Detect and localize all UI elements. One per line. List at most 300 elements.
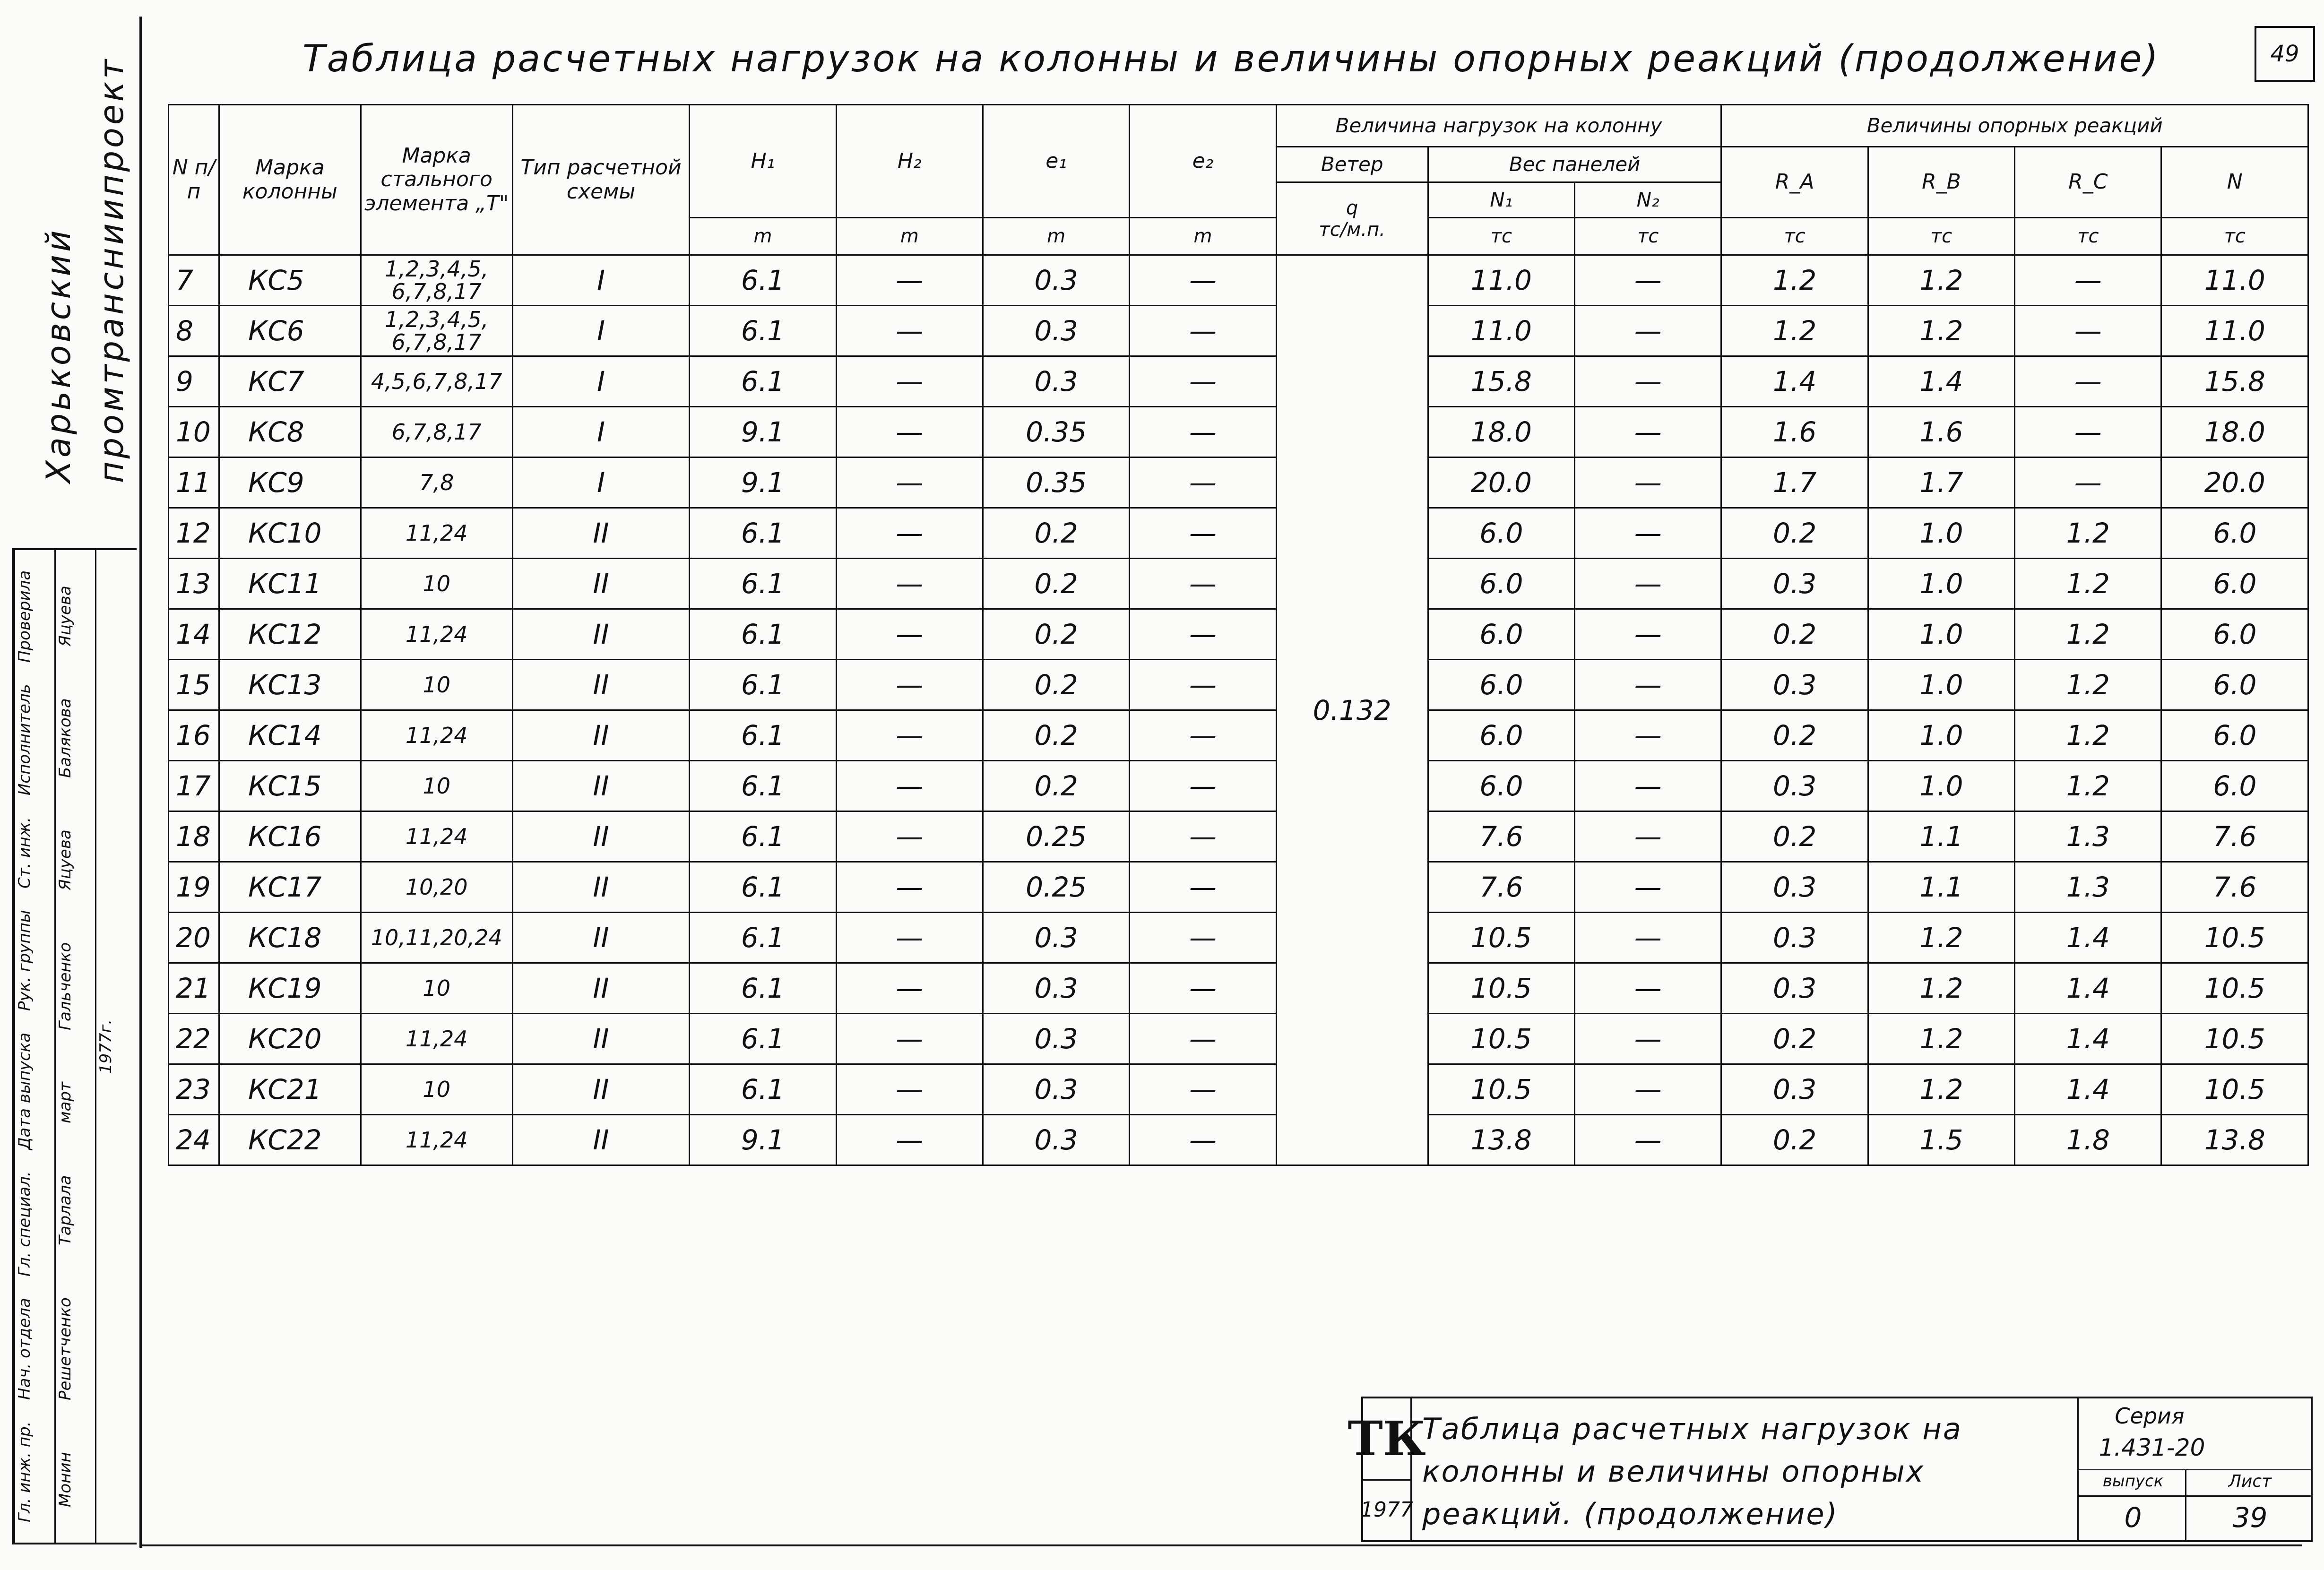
ra-value: 0.3 bbox=[1721, 559, 1868, 609]
h1-value: 6.1 bbox=[690, 710, 836, 761]
e2-value: — bbox=[1130, 710, 1276, 761]
e1-value: 0.3 bbox=[983, 356, 1129, 407]
n1-value: 6.0 bbox=[1428, 559, 1574, 609]
n-value: 6.0 bbox=[2161, 508, 2308, 559]
scheme-type: I bbox=[512, 457, 690, 508]
rb-value: 1.0 bbox=[1868, 508, 2014, 559]
h1-value: 6.1 bbox=[690, 761, 836, 811]
row-number: 20 bbox=[169, 913, 219, 963]
stamp-title: Таблица расчетных нагрузок на колонны и величины опорных реакций. (продолжение) bbox=[1422, 1412, 1962, 1531]
scheme-type: II bbox=[512, 913, 690, 963]
column-mark: КС20 bbox=[219, 1014, 361, 1064]
header-e2: e₂ bbox=[1130, 105, 1276, 218]
rb-value: 1.5 bbox=[1868, 1115, 2014, 1165]
rb-value: 1.6 bbox=[1868, 407, 2014, 457]
signature-table bbox=[12, 548, 137, 1544]
n-value: 11.0 bbox=[2161, 255, 2308, 306]
signature-cell: Гл. инж. пр. bbox=[15, 1421, 34, 1523]
rb-value: 1.2 bbox=[1868, 913, 2014, 963]
row-number: 24 bbox=[169, 1115, 219, 1165]
n-value: 20.0 bbox=[2161, 457, 2308, 508]
column-mark: КС22 bbox=[219, 1115, 361, 1165]
e2-value: — bbox=[1130, 356, 1276, 407]
table-row bbox=[169, 1115, 2308, 1165]
n-value: 6.0 bbox=[2161, 761, 2308, 811]
n-value: 11.0 bbox=[2161, 306, 2308, 356]
signature-cell: Нач. отдела bbox=[15, 1298, 34, 1400]
n1-value: 15.8 bbox=[1428, 356, 1574, 407]
column-mark: КС18 bbox=[219, 913, 361, 963]
table-row bbox=[169, 913, 2308, 963]
h2-value: — bbox=[836, 508, 983, 559]
row-number: 14 bbox=[169, 609, 219, 660]
e2-value: — bbox=[1130, 407, 1276, 457]
e2-value: — bbox=[1130, 1064, 1276, 1115]
e1-value: 0.25 bbox=[983, 811, 1129, 862]
h1-value: 6.1 bbox=[690, 559, 836, 609]
scheme-type: II bbox=[512, 508, 690, 559]
e1-value: 0.3 bbox=[983, 913, 1129, 963]
row-number: 11 bbox=[169, 457, 219, 508]
header-mark: Марка колонны bbox=[219, 105, 361, 255]
header-element: Марка стального элемента „Т" bbox=[361, 105, 512, 255]
sheet-value: 39 bbox=[2232, 1501, 2268, 1534]
element-mark: 10,20 bbox=[361, 862, 512, 913]
n2-value: — bbox=[1575, 1115, 1721, 1165]
h1-value: 6.1 bbox=[690, 255, 836, 306]
n2-value: — bbox=[1575, 508, 1721, 559]
table-row bbox=[169, 609, 2308, 660]
header-e1: e₁ bbox=[983, 105, 1129, 218]
column-mark: КС10 bbox=[219, 508, 361, 559]
scheme-type: II bbox=[512, 1115, 690, 1165]
h1-value: 6.1 bbox=[690, 913, 836, 963]
e2-value: — bbox=[1130, 306, 1276, 356]
n-value: 6.0 bbox=[2161, 660, 2308, 710]
n1-value: 10.5 bbox=[1428, 913, 1574, 963]
n-value: 7.6 bbox=[2161, 811, 2308, 862]
n1-value: 18.0 bbox=[1428, 407, 1574, 457]
n1-value: 7.6 bbox=[1428, 811, 1574, 862]
h2-value: — bbox=[836, 457, 983, 508]
rc-value: 1.2 bbox=[2015, 559, 2161, 609]
element-mark: 10 bbox=[361, 1064, 512, 1115]
e1-value: 0.35 bbox=[983, 457, 1129, 508]
header-load-group: Величина нагрузок на колонну bbox=[1276, 105, 1721, 147]
rc-value: — bbox=[2015, 457, 2161, 508]
ra-value: 0.2 bbox=[1721, 1115, 1868, 1165]
column-mark: КС17 bbox=[219, 862, 361, 913]
organization-block bbox=[39, 57, 131, 529]
n1-value: 6.0 bbox=[1428, 609, 1574, 660]
table-row bbox=[169, 508, 2308, 559]
e2-value: — bbox=[1130, 255, 1276, 306]
n1-value: 20.0 bbox=[1428, 457, 1574, 508]
row-number: 19 bbox=[169, 862, 219, 913]
ra-value: 1.2 bbox=[1721, 255, 1868, 306]
ra-value: 1.6 bbox=[1721, 407, 1868, 457]
n1-value: 13.8 bbox=[1428, 1115, 1574, 1165]
rb-value: 1.1 bbox=[1868, 811, 2014, 862]
table-row bbox=[169, 407, 2308, 457]
rc-value: 1.2 bbox=[2015, 660, 2161, 710]
h2-value: — bbox=[836, 1115, 983, 1165]
h2-value: — bbox=[836, 255, 983, 306]
n1-value: 10.5 bbox=[1428, 1064, 1574, 1115]
scheme-type: II bbox=[512, 761, 690, 811]
scheme-type: II bbox=[512, 963, 690, 1014]
element-mark: 10,11,20,24 bbox=[361, 913, 512, 963]
table-row bbox=[169, 963, 2308, 1014]
h1-value: 6.1 bbox=[690, 356, 836, 407]
n-value: 10.5 bbox=[2161, 1014, 2308, 1064]
element-mark: 10 bbox=[361, 761, 512, 811]
unit-h2: m bbox=[836, 218, 983, 255]
column-mark: КС15 bbox=[219, 761, 361, 811]
ra-value: 0.2 bbox=[1721, 1014, 1868, 1064]
n1-value: 7.6 bbox=[1428, 862, 1574, 913]
h1-value: 6.1 bbox=[690, 811, 836, 862]
rc-value: — bbox=[2015, 255, 2161, 306]
column-mark: КС5 bbox=[219, 255, 361, 306]
row-number: 12 bbox=[169, 508, 219, 559]
table-row bbox=[169, 660, 2308, 710]
table-row bbox=[169, 811, 2308, 862]
header-scheme: Тип расчетной схемы bbox=[512, 105, 690, 255]
title-block-stamp bbox=[1348, 1397, 2313, 1542]
h1-value: 9.1 bbox=[690, 457, 836, 508]
e2-value: — bbox=[1130, 1115, 1276, 1165]
table-row bbox=[169, 862, 2308, 913]
header-wind: Ветер bbox=[1276, 147, 1428, 182]
rb-value: 1.2 bbox=[1868, 255, 2014, 306]
header-n2: N₂ bbox=[1575, 182, 1721, 218]
header-wind-q bbox=[1276, 182, 1428, 255]
e1-value: 0.3 bbox=[983, 963, 1129, 1014]
element-mark: 11,24 bbox=[361, 710, 512, 761]
n2-value: — bbox=[1575, 306, 1721, 356]
series-value: 1.431-20 bbox=[2099, 1434, 2205, 1461]
e1-value: 0.2 bbox=[983, 761, 1129, 811]
series-divider bbox=[2079, 1469, 2313, 1470]
signature-column bbox=[54, 550, 95, 1543]
element-mark: 10 bbox=[361, 963, 512, 1014]
scheme-type: II bbox=[512, 1014, 690, 1064]
e1-value: 0.2 bbox=[983, 559, 1129, 609]
unit-e1: m bbox=[983, 218, 1129, 255]
ra-value: 1.4 bbox=[1721, 356, 1868, 407]
header-num: N п/п bbox=[169, 105, 219, 255]
h1-value: 6.1 bbox=[690, 306, 836, 356]
h1-value: 6.1 bbox=[690, 609, 836, 660]
row-number: 21 bbox=[169, 963, 219, 1014]
unit-h1: m bbox=[690, 218, 836, 255]
n1-value: 10.5 bbox=[1428, 1014, 1574, 1064]
element-mark: 11,24 bbox=[361, 811, 512, 862]
n2-value: — bbox=[1575, 559, 1721, 609]
h2-value: — bbox=[836, 660, 983, 710]
h2-value: — bbox=[836, 609, 983, 660]
n-value: 7.6 bbox=[2161, 862, 2308, 913]
scheme-type: I bbox=[512, 407, 690, 457]
element-mark: 6,7,8,17 bbox=[361, 407, 512, 457]
h1-value: 6.1 bbox=[690, 660, 836, 710]
series-vertical-divider bbox=[2185, 1469, 2186, 1540]
n1-value: 11.0 bbox=[1428, 306, 1574, 356]
element-mark: 10 bbox=[361, 559, 512, 609]
h2-value: — bbox=[836, 913, 983, 963]
organization-line-1: Харьковский bbox=[39, 227, 78, 483]
column-mark: КС13 bbox=[219, 660, 361, 710]
column-mark: КС19 bbox=[219, 963, 361, 1014]
ra-value: 0.3 bbox=[1721, 1064, 1868, 1115]
series-block bbox=[2077, 1398, 2313, 1540]
element-mark: 11,24 bbox=[361, 1115, 512, 1165]
h2-value: — bbox=[836, 761, 983, 811]
scheme-type: II bbox=[512, 1064, 690, 1115]
header-weight: Вес панелей bbox=[1428, 147, 1721, 182]
n2-value: — bbox=[1575, 457, 1721, 508]
signature-cell: Исполнитель bbox=[15, 684, 34, 796]
row-number: 17 bbox=[169, 761, 219, 811]
rb-value: 1.2 bbox=[1868, 1014, 2014, 1064]
h1-value: 9.1 bbox=[690, 407, 836, 457]
h1-value: 6.1 bbox=[690, 963, 836, 1014]
n1-value: 10.5 bbox=[1428, 963, 1574, 1014]
signature-cell: Дата выпуска bbox=[15, 1032, 34, 1150]
loads-table bbox=[168, 104, 2309, 1166]
e1-value: 0.3 bbox=[983, 1115, 1129, 1165]
scheme-type: I bbox=[512, 356, 690, 407]
row-number: 7 bbox=[169, 255, 219, 306]
n-value: 10.5 bbox=[2161, 963, 2308, 1014]
ra-value: 1.7 bbox=[1721, 457, 1868, 508]
n2-value: — bbox=[1575, 913, 1721, 963]
loads-table-body bbox=[169, 255, 2308, 1165]
header-wind-unit: тс/м.п. bbox=[1319, 218, 1385, 241]
n-value: 13.8 bbox=[2161, 1115, 2308, 1165]
ra-value: 0.3 bbox=[1721, 963, 1868, 1014]
rc-value: 1.2 bbox=[2015, 609, 2161, 660]
e2-value: — bbox=[1130, 963, 1276, 1014]
e2-value: — bbox=[1130, 508, 1276, 559]
rc-value: — bbox=[2015, 306, 2161, 356]
ra-value: 0.3 bbox=[1721, 660, 1868, 710]
column-mark: КС8 bbox=[219, 407, 361, 457]
scheme-type: II bbox=[512, 710, 690, 761]
e1-value: 0.3 bbox=[983, 1064, 1129, 1115]
row-number: 18 bbox=[169, 811, 219, 862]
rb-value: 1.0 bbox=[1868, 609, 2014, 660]
rc-value: 1.4 bbox=[2015, 1064, 2161, 1115]
signature-column bbox=[14, 550, 54, 1543]
signature-column bbox=[95, 550, 136, 1543]
h1-value: 6.1 bbox=[690, 862, 836, 913]
column-mark: КС14 bbox=[219, 710, 361, 761]
unit-rb: тс bbox=[1868, 218, 2014, 255]
rc-value: 1.3 bbox=[2015, 811, 2161, 862]
ra-value: 0.2 bbox=[1721, 710, 1868, 761]
ra-value: 1.2 bbox=[1721, 306, 1868, 356]
h2-value: — bbox=[836, 1014, 983, 1064]
header-h1: H₁ bbox=[690, 105, 836, 218]
signature-cell: Гальченко bbox=[56, 942, 75, 1030]
bottom-border-line bbox=[142, 1544, 2302, 1546]
n2-value: — bbox=[1575, 862, 1721, 913]
h2-value: — bbox=[836, 407, 983, 457]
organization-line-2: промтрансниипроект bbox=[92, 57, 131, 483]
table-row bbox=[169, 356, 2308, 407]
e2-value: — bbox=[1130, 1014, 1276, 1064]
n2-value: — bbox=[1575, 963, 1721, 1014]
rc-value: 1.4 bbox=[2015, 913, 2161, 963]
rc-value: 1.2 bbox=[2015, 508, 2161, 559]
scheme-type: II bbox=[512, 609, 690, 660]
h2-value: — bbox=[836, 710, 983, 761]
e1-value: 0.2 bbox=[983, 508, 1129, 559]
scheme-type: I bbox=[512, 306, 690, 356]
column-mark: КС9 bbox=[219, 457, 361, 508]
n-value: 6.0 bbox=[2161, 559, 2308, 609]
unit-e2: m bbox=[1130, 218, 1276, 255]
issue-label: выпуск bbox=[2102, 1472, 2164, 1491]
column-mark: КС16 bbox=[219, 811, 361, 862]
element-mark: 11,24 bbox=[361, 1014, 512, 1064]
e2-value: — bbox=[1130, 609, 1276, 660]
header-n: N bbox=[2161, 147, 2308, 218]
h2-value: — bbox=[836, 1064, 983, 1115]
e2-value: — bbox=[1130, 862, 1276, 913]
page-title: Таблица расчетных нагрузок на колонны и величины опорных реакций (продолжение) bbox=[302, 38, 2160, 80]
table-row bbox=[169, 761, 2308, 811]
rc-value: — bbox=[2015, 407, 2161, 457]
rc-value: 1.2 bbox=[2015, 761, 2161, 811]
signature-cell: Яцуева bbox=[56, 829, 75, 891]
header-reactions-group: Величины опорных реакций bbox=[1721, 105, 2308, 147]
h1-value: 9.1 bbox=[690, 1115, 836, 1165]
table-row bbox=[169, 1014, 2308, 1064]
tk-logo: ТК bbox=[1363, 1398, 1412, 1481]
e1-value: 0.2 bbox=[983, 710, 1129, 761]
scheme-type: II bbox=[512, 660, 690, 710]
n-value: 15.8 bbox=[2161, 356, 2308, 407]
n-value: 6.0 bbox=[2161, 710, 2308, 761]
header-h2: H₂ bbox=[836, 105, 983, 218]
header-n1: N₁ bbox=[1428, 182, 1574, 218]
e1-value: 0.2 bbox=[983, 609, 1129, 660]
e1-value: 0.25 bbox=[983, 862, 1129, 913]
h2-value: — bbox=[836, 963, 983, 1014]
h1-value: 6.1 bbox=[690, 1014, 836, 1064]
column-mark: КС12 bbox=[219, 609, 361, 660]
signature-cell: Рук. группы bbox=[15, 910, 34, 1011]
left-border-line bbox=[139, 17, 142, 1548]
table-row bbox=[169, 1064, 2308, 1115]
n1-value: 6.0 bbox=[1428, 761, 1574, 811]
row-number: 13 bbox=[169, 559, 219, 609]
e1-value: 0.35 bbox=[983, 407, 1129, 457]
rb-value: 1.0 bbox=[1868, 761, 2014, 811]
h1-value: 6.1 bbox=[690, 508, 836, 559]
header-rb: R_B bbox=[1868, 147, 2014, 218]
element-mark: 4,5,6,7,8,17 bbox=[361, 356, 512, 407]
n2-value: — bbox=[1575, 255, 1721, 306]
rb-value: 1.0 bbox=[1868, 559, 2014, 609]
rb-value: 1.2 bbox=[1868, 306, 2014, 356]
n2-value: — bbox=[1575, 1064, 1721, 1115]
column-mark: КС7 bbox=[219, 356, 361, 407]
n2-value: — bbox=[1575, 1014, 1721, 1064]
h1-value: 6.1 bbox=[690, 1064, 836, 1115]
rb-value: 1.4 bbox=[1868, 356, 2014, 407]
scheme-type: II bbox=[512, 559, 690, 609]
loads-table-wrap bbox=[168, 104, 2309, 1166]
ra-value: 0.2 bbox=[1721, 811, 1868, 862]
rb-value: 1.0 bbox=[1868, 660, 2014, 710]
page-number: 49 bbox=[2255, 26, 2315, 82]
e1-value: 0.3 bbox=[983, 306, 1129, 356]
n2-value: — bbox=[1575, 811, 1721, 862]
e2-value: — bbox=[1130, 811, 1276, 862]
e2-value: — bbox=[1130, 913, 1276, 963]
table-row bbox=[169, 255, 2308, 306]
signature-cell: Тарлала bbox=[56, 1175, 75, 1246]
element-mark: 7,8 bbox=[361, 457, 512, 508]
n-value: 6.0 bbox=[2161, 609, 2308, 660]
series-divider-2 bbox=[2079, 1495, 2313, 1497]
wind-value: 0.132 bbox=[1276, 255, 1428, 1165]
e2-value: — bbox=[1130, 660, 1276, 710]
rb-value: 1.7 bbox=[1868, 457, 2014, 508]
n1-value: 6.0 bbox=[1428, 660, 1574, 710]
row-number: 23 bbox=[169, 1064, 219, 1115]
scheme-type: I bbox=[512, 255, 690, 306]
h2-value: — bbox=[836, 811, 983, 862]
rb-value: 1.0 bbox=[1868, 710, 2014, 761]
ra-value: 0.3 bbox=[1721, 913, 1868, 963]
header-wind-q-symbol: q bbox=[1346, 197, 1358, 219]
signature-cell: Проверила bbox=[15, 570, 34, 663]
h2-value: — bbox=[836, 356, 983, 407]
element-mark: 11,24 bbox=[361, 508, 512, 559]
element-mark: 1,2,3,4,5, 6,7,8,17 bbox=[361, 306, 512, 356]
scheme-type: II bbox=[512, 811, 690, 862]
n1-value: 6.0 bbox=[1428, 710, 1574, 761]
rc-value: 1.2 bbox=[2015, 710, 2161, 761]
n2-value: — bbox=[1575, 356, 1721, 407]
row-number: 10 bbox=[169, 407, 219, 457]
h2-value: — bbox=[836, 559, 983, 609]
n1-value: 11.0 bbox=[1428, 255, 1574, 306]
rc-value: 1.8 bbox=[2015, 1115, 2161, 1165]
rb-value: 1.2 bbox=[1868, 1064, 2014, 1115]
sheet-label: Лист bbox=[2228, 1472, 2272, 1491]
signature-cell: март bbox=[56, 1082, 75, 1124]
row-number: 8 bbox=[169, 306, 219, 356]
row-number: 15 bbox=[169, 660, 219, 710]
signature-cell: Балякова bbox=[56, 698, 75, 778]
n1-value: 6.0 bbox=[1428, 508, 1574, 559]
signature-cell: Яцуева bbox=[56, 585, 75, 647]
rb-value: 1.2 bbox=[1868, 963, 2014, 1014]
e2-value: — bbox=[1130, 559, 1276, 609]
e1-value: 0.3 bbox=[983, 255, 1129, 306]
ra-value: 0.2 bbox=[1721, 508, 1868, 559]
n2-value: — bbox=[1575, 407, 1721, 457]
e1-value: 0.2 bbox=[983, 660, 1129, 710]
n2-value: — bbox=[1575, 710, 1721, 761]
n-value: 18.0 bbox=[2161, 407, 2308, 457]
